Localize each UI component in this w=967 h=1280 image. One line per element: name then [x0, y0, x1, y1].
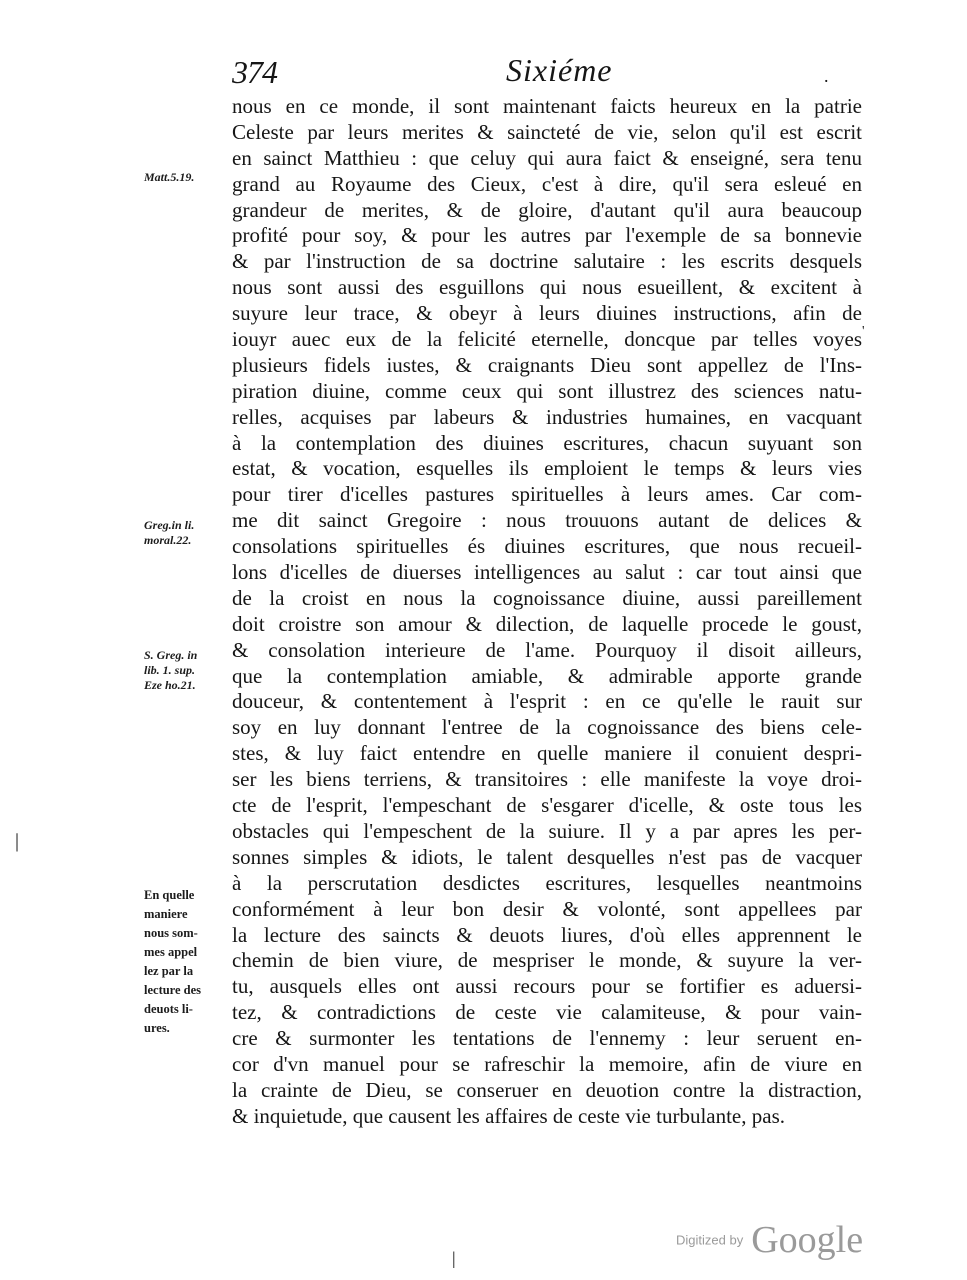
google-logo: Google — [751, 1219, 864, 1261]
body-line: à la perscrutation desdictes escritures, lesquelles neantmoins — [232, 870, 862, 895]
margin-note-reading — [144, 886, 226, 1038]
body-line: la lecture des saincts & deuots liures, d'où elles apprennent le — [232, 922, 862, 947]
body-line: relles, acquises par labeurs & industries humaines, en vacquant — [232, 404, 862, 429]
body-line: tu, ausquels elles ont aussi recours pour se fortifier es aduersi- — [232, 974, 862, 999]
body-line: obstacles qui l'empeschent de la suiure. Il y a par apres les per- — [232, 818, 862, 843]
digitized-by-watermark — [676, 1218, 863, 1262]
body-line: grand au Royaume des Cieux, c'est à dire, qu'il sera esleué en — [232, 171, 862, 196]
body-line: douceur, & contentement à l'esprit : en ce qu'elle le rauit sur — [232, 689, 862, 714]
body-line: tez, & contradictions de ceste vie calamiteuse, & pour vain- — [232, 1000, 862, 1025]
margin-note-line: mes appel — [144, 945, 198, 959]
margin-note-line: lib. 1. sup. — [144, 663, 196, 677]
margin-note-line: lez par la — [144, 964, 194, 978]
body-line: cte de l'esprit, l'empeschant de s'esgarer d'icelle, & oste tous les — [232, 793, 862, 818]
body-line: ser les biens terriens, & transitoires : elle manifeste la voye droi- — [232, 767, 862, 792]
margin-note-line: deuots li- — [144, 1002, 193, 1016]
margin-note-line: lecture des — [144, 983, 202, 997]
margin-note-matthew — [144, 170, 194, 185]
body-line: Celeste par leurs merites & saincteté de vie, selon qu'il est escrit — [232, 119, 862, 144]
body-line: suyure leur trace, & obeyr à leurs diuines instructions, afin de — [232, 301, 862, 326]
body-line: me dit sainct Gregoire : nous trouuons autant de delices & — [232, 508, 862, 533]
body-line: & par l'instruction de sa doctrine salutaire : les escrits desquels — [232, 249, 862, 274]
body-line: la crainte de Dieu, se conseruer en deuotion contre la distraction, — [232, 1077, 862, 1102]
margin-note-line: Greg.in li. — [144, 518, 195, 532]
body-line: profité pour soy, & pour les autres par l'exemple de sa bonnevie — [232, 223, 862, 248]
margin-note-line: S. Greg. in — [144, 648, 198, 662]
corner-mark: . — [824, 66, 829, 86]
body-line: grandeur de merites, & de gloire, d'autant qu'il aura beaucoup — [232, 197, 862, 222]
body-line: estat, & vocation, esquelles ils emploient le temps & leurs vies — [232, 456, 862, 481]
margin-note-line: En quelle — [144, 888, 195, 902]
body-line: cor d'vn manuel pour se rafreschir la memoire, afin de viure en — [232, 1051, 862, 1076]
running-head: Sixiéme — [506, 52, 613, 88]
body-line: consolations spirituelles és diuines escritures, que nous recueil- — [232, 534, 862, 559]
bottom-mark: | — [452, 1248, 456, 1268]
body-line: sonnes simples & idiots, le talent desquelles n'est pas de vacquer — [232, 844, 862, 869]
body-line: lons d'icelles de diuerses intelligences au salut : car tout ainsi que — [232, 560, 862, 585]
body-line: nous sont aussi des esguillons qui nous esueillent, & excitent à — [232, 275, 862, 300]
body-line: piration diuine, comme ceux qui sont illustrez des sciences natu- — [232, 378, 862, 403]
body-line: que la contemplation amiable, & admirable apporte grande — [232, 663, 862, 688]
body-line: & inquietude, que causent les affaires de ceste vie turbulante, pas. — [232, 1103, 785, 1128]
body-line: soy en luy donnant l'entree de la cognoissance des biens cele- — [232, 715, 862, 740]
body-line: conformément à leur bon desir & volonté, sont appellees par — [232, 896, 862, 921]
body-line: de la croist en nous la cognoissance diuine, aussi pareillement — [232, 585, 862, 610]
edge-mark: | — [15, 830, 20, 852]
margin-note-gregory-ezechiel — [144, 648, 197, 693]
body-line: doit croistre son amour & dilection, de laquelle procede le goust, — [232, 611, 862, 636]
page-number: 374 — [232, 54, 277, 90]
margin-note-line: nous som- — [144, 926, 198, 940]
body-line: nous en ce monde, il sont maintenant faicts heureux en la patrie — [232, 94, 862, 118]
margin-note-gregory-moral — [144, 518, 194, 548]
margin-note-line: Matt.5.19. — [144, 170, 195, 184]
watermark-prefix: Digitized by — [676, 1232, 744, 1248]
body-line: cre & surmonter les tentations de l'ennemy : leur seruent en- — [232, 1026, 862, 1051]
right-margin-mark: ' — [862, 324, 865, 339]
body-line: iouyr auec eux de la felicité eternelle, doncque par telles voyes — [232, 327, 862, 352]
body-line: à la contemplation des diuines escritures, chacun suyuant son — [232, 430, 862, 455]
margin-note-line: moral.22. — [144, 533, 192, 547]
body-line: chemin de bien viure, de mespriser le monde, & suyure la ver- — [232, 948, 862, 973]
body-line: stes, & luy faict entendre en quelle maniere il conuient despri- — [232, 741, 862, 766]
body-line: plusieurs fidels iustes, & craignants Dieu sont appellez de l'Ins- — [232, 352, 862, 377]
body-text — [232, 94, 862, 1130]
margin-note-line: Eze ho.21. — [144, 678, 196, 692]
body-line: en sainct Matthieu : que celuy qui aura faict & enseigné, sera tenu — [232, 145, 862, 170]
body-line: & consolation interieure de l'ame. Pourquoy il disoit ailleurs, — [232, 637, 862, 662]
margin-note-line: maniere — [144, 907, 188, 921]
margin-note-line: ures. — [144, 1021, 170, 1035]
body-line: pour tirer d'icelles pastures spirituelles à leurs ames. Car com- — [232, 482, 862, 507]
